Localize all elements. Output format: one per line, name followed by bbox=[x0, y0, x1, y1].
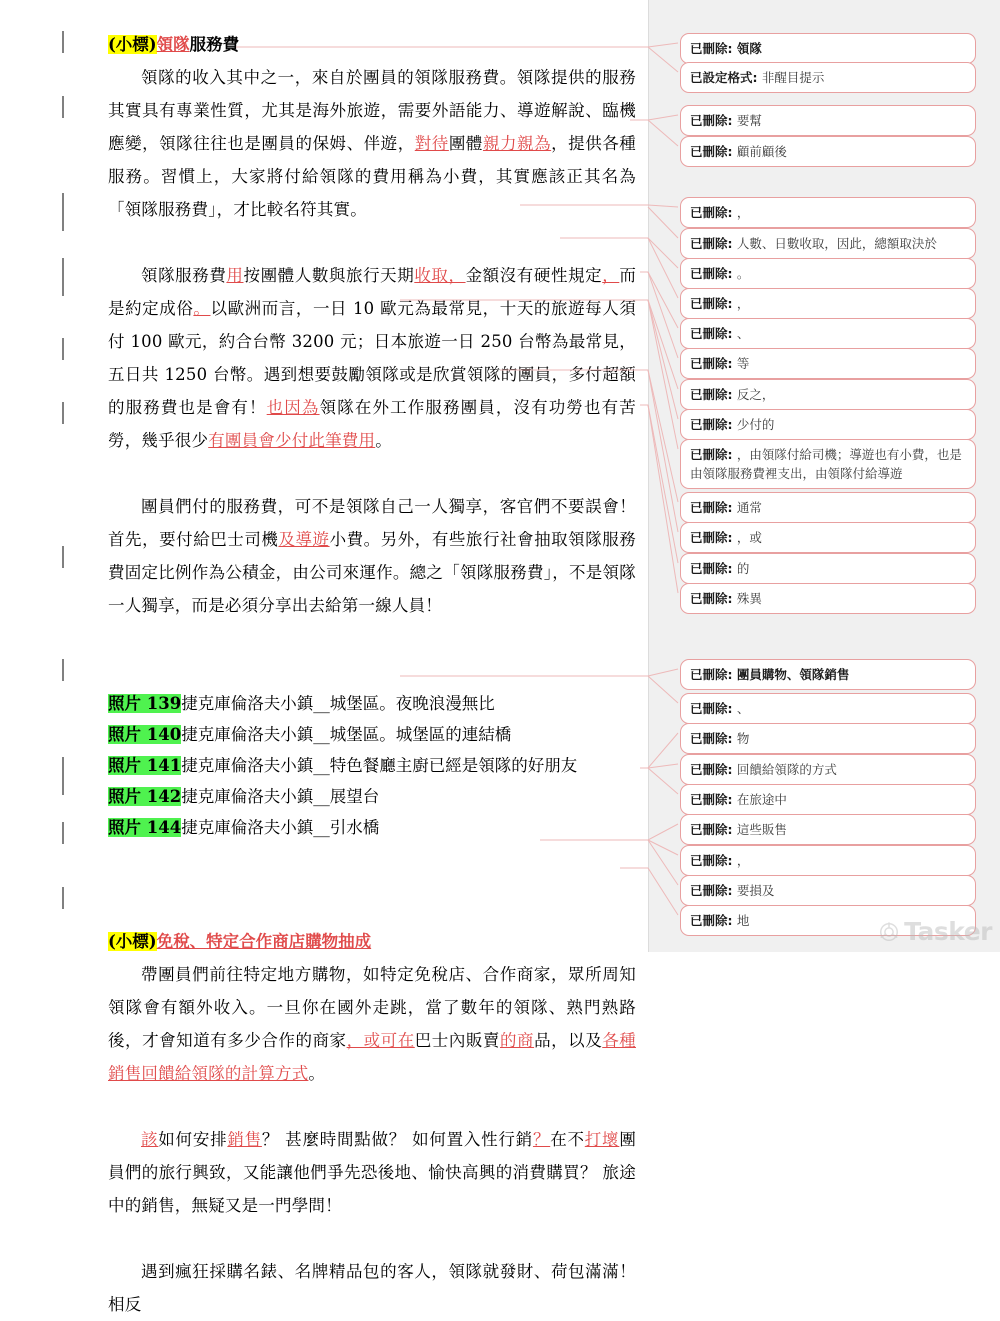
revision-balloon-label: 已刪除: bbox=[690, 667, 737, 682]
change-bar bbox=[62, 546, 64, 568]
inserted-text: ？ bbox=[532, 1130, 551, 1149]
paragraph-spacer bbox=[108, 843, 636, 876]
revision-balloon-label: 已刪除: bbox=[690, 792, 737, 807]
body-text: 。 bbox=[308, 1064, 326, 1083]
paragraph bbox=[108, 490, 636, 622]
revision-balloon-value: 少付的 bbox=[736, 417, 775, 432]
paragraph-spacer bbox=[108, 1090, 636, 1123]
revision-balloon-label: 已設定格式: bbox=[690, 70, 762, 85]
inserted-text: ， bbox=[602, 266, 620, 285]
inserted-text: 也因為 bbox=[266, 398, 320, 417]
body-text: 在不 bbox=[550, 1130, 585, 1149]
revision-balloon-value: ， bbox=[736, 853, 750, 868]
revision-balloon-label: 已刪除: bbox=[690, 387, 737, 402]
body-text: 而是約定成俗 bbox=[108, 266, 637, 318]
body-text: 金額沒有硬性規定 bbox=[465, 266, 603, 285]
inserted-text: 的商 bbox=[499, 1031, 535, 1050]
section-heading-2 bbox=[108, 925, 636, 958]
body-text: 帶團員們前往特定地方購物，如特定免稅店、合作商家，眾所周知領隊會有額外收入。一旦你在國外走跳，當了數年的領隊、熟門熟路後，才會知道有多少合作的商家 bbox=[108, 965, 636, 1050]
revision-balloon[interactable] bbox=[680, 318, 976, 349]
revision-balloon[interactable] bbox=[680, 33, 976, 64]
revision-balloon[interactable] bbox=[680, 348, 976, 379]
revision-balloon[interactable] bbox=[680, 583, 976, 614]
paragraph bbox=[108, 958, 636, 1090]
revision-balloon-label: 已刪除: bbox=[690, 822, 737, 837]
photo-text: 捷克庫倫洛夫小鎮__城堡區。城堡區的連結橋 bbox=[181, 725, 512, 744]
revision-balloon[interactable] bbox=[680, 522, 976, 553]
revision-balloon-label: 已刪除: bbox=[690, 701, 737, 716]
revision-balloon-value: 、 bbox=[736, 326, 750, 341]
tasker-watermark-text: Tasker bbox=[904, 917, 992, 946]
revision-balloon-value: 要損及 bbox=[736, 883, 775, 898]
photo-tag: 照片 140 bbox=[108, 725, 182, 744]
revision-balloon-label: 已刪除: bbox=[690, 883, 737, 898]
body-text: 團體 bbox=[448, 134, 483, 153]
revision-balloon-value: 、 bbox=[736, 701, 750, 716]
revision-balloon[interactable] bbox=[680, 197, 976, 228]
body-text: 如何安排 bbox=[158, 1130, 228, 1149]
revision-balloon-label: 已刪除: bbox=[690, 296, 737, 311]
paragraph-spacer bbox=[108, 1222, 636, 1255]
photo-text: 捷克庫倫洛夫小鎮__引水橋 bbox=[181, 818, 380, 837]
change-bar bbox=[62, 757, 64, 795]
document-body bbox=[108, 28, 636, 1321]
revision-balloon-label: 已刪除: bbox=[690, 266, 737, 281]
revision-balloon[interactable] bbox=[680, 439, 976, 489]
body-text: 領隊服務費 bbox=[141, 266, 227, 285]
change-bar bbox=[62, 887, 64, 909]
inserted-text: 該 bbox=[141, 1130, 159, 1149]
inserted-text: 親力親為 bbox=[482, 134, 552, 153]
photo-caption-list bbox=[108, 688, 636, 843]
paragraph-spacer bbox=[108, 655, 636, 688]
revision-balloon-label: 已刪除: bbox=[690, 113, 737, 128]
inserted-text: 對待 bbox=[414, 134, 449, 153]
photo-text: 捷克庫倫洛夫小鎮__城堡區。夜晚浪漫無比 bbox=[181, 694, 495, 713]
revision-balloon-label: 已刪除: bbox=[690, 500, 737, 515]
change-bar bbox=[62, 96, 64, 118]
paragraph-spacer bbox=[108, 226, 636, 259]
paragraph-spacer bbox=[108, 876, 636, 909]
revision-balloon[interactable] bbox=[680, 693, 976, 724]
heading-inserted-2: 免稅、特定合作商店購物抽成 bbox=[156, 932, 372, 951]
revision-balloon-value: 人數、日數收取，因此，總額取決於 bbox=[736, 236, 937, 251]
photo-tag: 照片 141 bbox=[108, 756, 182, 775]
body-text: 按團體人數與旅行天期 bbox=[243, 266, 415, 285]
photo-text: 捷克庫倫洛夫小鎮__特色餐廳主廚已經是領隊的好朋友 bbox=[181, 756, 578, 775]
paragraph-spacer bbox=[108, 457, 636, 490]
revision-balloon-label: 已刪除: bbox=[690, 236, 737, 251]
revision-balloon-value: 反之， bbox=[736, 387, 775, 402]
inserted-text: 及導遊 bbox=[278, 530, 330, 549]
heading-prefix-2: (小標) bbox=[108, 932, 157, 951]
revision-balloon[interactable] bbox=[680, 379, 976, 410]
revision-balloon-label: 已刪除: bbox=[690, 530, 737, 545]
body-text: 團員們付的服務費，可不是領隊自己一人獨享，客官們不要誤會！首先，要付給巴士司機 bbox=[108, 497, 636, 549]
body-text: 團員們的旅行興致，又能讓他們爭先恐後地、愉快高興的消費購買？ 旅途中的銷售，無疑又是一門學問！ bbox=[108, 1130, 637, 1215]
revision-balloon[interactable] bbox=[680, 754, 976, 785]
inserted-text: 打壞 bbox=[584, 1130, 620, 1149]
revision-balloon[interactable] bbox=[680, 875, 976, 906]
body-text: ？ 甚麼時間點做？ 如何置入性行銷 bbox=[261, 1130, 533, 1149]
revision-balloon[interactable] bbox=[680, 814, 976, 845]
revision-balloon-value: 回饋給領隊的方式 bbox=[736, 762, 837, 777]
revision-balloon-label: 已刪除: bbox=[690, 561, 737, 576]
heading-rest-1: 服務費 bbox=[189, 35, 240, 54]
revision-balloon-label: 已刪除: bbox=[690, 326, 737, 341]
revision-balloon-label: 已刪除: bbox=[690, 205, 737, 220]
paragraph bbox=[108, 1123, 636, 1222]
body-text: 小費。另外，有些旅行社會抽取領隊服務費固定比例作為公積金，由公司來運作。總之「領隊服務費」，不是領隊一人獨享，而是必須分享出去給第一線人員！ bbox=[108, 530, 637, 615]
revision-balloon[interactable] bbox=[680, 492, 976, 523]
paragraph bbox=[108, 259, 636, 457]
section-heading-1 bbox=[108, 28, 636, 61]
body-text: 巴士內販賣 bbox=[414, 1031, 500, 1050]
paragraph-spacer bbox=[108, 622, 636, 655]
paragraph-spacer bbox=[108, 909, 636, 925]
change-bar bbox=[62, 31, 64, 53]
paragraph bbox=[108, 61, 636, 226]
revision-balloon[interactable] bbox=[680, 409, 976, 440]
inserted-text: ，或可在 bbox=[346, 1031, 415, 1050]
photo-caption bbox=[108, 719, 636, 750]
revision-balloon-label: 已刪除: bbox=[690, 591, 737, 606]
revision-balloon-label: 已刪除: bbox=[690, 731, 737, 746]
revision-balloon-value: 領隊 bbox=[736, 41, 762, 56]
revision-balloon-label: 已刪除: bbox=[690, 762, 737, 777]
revision-balloon-label: 已刪除: bbox=[690, 144, 737, 159]
revision-balloon-value: 殊異 bbox=[736, 591, 762, 606]
inserted-text: 用 bbox=[226, 266, 244, 285]
change-bar bbox=[62, 338, 64, 360]
photo-caption bbox=[108, 812, 636, 843]
photo-caption bbox=[108, 750, 636, 781]
revision-balloon[interactable] bbox=[680, 784, 976, 815]
revision-balloon-value: 在旅途中 bbox=[736, 792, 787, 807]
revision-balloon-label: 已刪除: bbox=[690, 853, 737, 868]
revision-balloon-value: 物 bbox=[736, 731, 750, 746]
body-text: 以歐洲而言，一日 10 歐元為最常見，十天的旅遊每人須付 100 歐元，約合台幣 3200 元；日本旅遊一日 250 台幣為最常見，五日共 1250 台幣。遇到想要鼓勵領隊或是欣賞領隊的團員，多付超額的服務費也是會有！ bbox=[108, 299, 637, 417]
photo-caption bbox=[108, 781, 636, 812]
revision-balloon[interactable] bbox=[680, 228, 976, 259]
revision-balloon-value: 團員購物、領隊銷售 bbox=[736, 667, 850, 682]
body-text: 品，以及 bbox=[534, 1031, 603, 1050]
revision-balloon[interactable] bbox=[680, 288, 976, 319]
revision-balloon-value: 等 bbox=[736, 356, 750, 371]
revision-balloon[interactable] bbox=[680, 62, 976, 93]
change-bar bbox=[62, 822, 64, 844]
paragraph bbox=[108, 1255, 636, 1321]
revision-balloon[interactable] bbox=[680, 136, 976, 167]
revision-balloon[interactable] bbox=[680, 258, 976, 289]
revision-balloon-label: 已刪除: bbox=[690, 356, 737, 371]
revision-balloon-value: 這些販售 bbox=[736, 822, 787, 837]
revision-balloon[interactable] bbox=[680, 659, 976, 690]
revision-balloon-label: 已刪除: bbox=[690, 913, 737, 928]
revision-balloon-value: ， bbox=[736, 205, 750, 220]
revision-balloon[interactable] bbox=[680, 845, 976, 876]
revision-balloon-value: ，由領隊付給司機；導遊也有小費，也是由領隊服務費裡支出，由領隊付給導遊 bbox=[690, 447, 962, 481]
revision-balloon-value: 地 bbox=[736, 913, 750, 928]
photo-caption bbox=[108, 688, 636, 719]
revision-balloon-value: 的 bbox=[736, 561, 750, 576]
revision-balloon-value: 。 bbox=[736, 266, 750, 281]
heading-inserted-1: 領隊 bbox=[156, 35, 190, 54]
tasker-logo-icon bbox=[878, 921, 900, 943]
body-text: 領隊的收入其中之一，來自於團員的領隊服務費。領隊提供的服務其實具有專業性質，尤其是海外旅遊，需要外語能力、導遊解說、臨機應變，領隊往往也是團員的保姆、伴遊， bbox=[108, 68, 636, 153]
tasker-watermark bbox=[878, 917, 992, 946]
inserted-text: 收取， bbox=[414, 266, 466, 285]
revision-balloon-value: ，或 bbox=[736, 530, 762, 545]
inserted-text: 各種銷售回饋給領隊的計算方式 bbox=[108, 1031, 636, 1083]
body-text: 。 bbox=[375, 431, 392, 450]
revision-balloon[interactable] bbox=[680, 105, 976, 136]
heading-prefix-1: (小標) bbox=[108, 35, 157, 54]
photo-tag: 照片 139 bbox=[108, 694, 182, 713]
revision-balloon-label: 已刪除: bbox=[690, 41, 737, 56]
inserted-text: 有團員會少付此筆費用 bbox=[208, 431, 376, 450]
inserted-text: 。 bbox=[193, 299, 211, 318]
change-bar bbox=[62, 659, 64, 681]
revision-balloon-value: 顧前顧後 bbox=[736, 144, 787, 159]
change-bar bbox=[62, 402, 64, 424]
revision-balloon-label: 已刪除: bbox=[690, 447, 737, 462]
body-text: ，提供各種服務。習慣上，大家將付給領隊的費用稱為小費，其實應該正其名為「領隊服務費」，才比較名符其實。 bbox=[108, 134, 636, 219]
body-text: 遇到瘋狂採購名錶、名牌精品包的客人，領隊就發財、荷包滿滿！相反 bbox=[108, 1262, 636, 1314]
revision-balloon[interactable] bbox=[680, 553, 976, 584]
photo-tag: 照片 142 bbox=[108, 787, 182, 806]
revision-balloon-label: 已刪除: bbox=[690, 417, 737, 432]
photo-tag: 照片 144 bbox=[108, 818, 182, 837]
change-bar bbox=[62, 258, 64, 296]
photo-text: 捷克庫倫洛夫小鎮__展望台 bbox=[181, 787, 380, 806]
body-text: 領隊在外工作服務團員，沒有功勞也有苦勞，幾乎很少 bbox=[108, 398, 636, 450]
revision-balloon-value: 非醒目提示 bbox=[761, 70, 825, 85]
revision-balloon[interactable] bbox=[680, 723, 976, 754]
change-bar bbox=[62, 193, 64, 231]
revision-balloon-value: 要幫 bbox=[736, 113, 762, 128]
revision-balloon-value: 通常 bbox=[736, 500, 762, 515]
inserted-text: 銷售 bbox=[227, 1130, 262, 1149]
revision-balloon-value: ， bbox=[736, 296, 750, 311]
